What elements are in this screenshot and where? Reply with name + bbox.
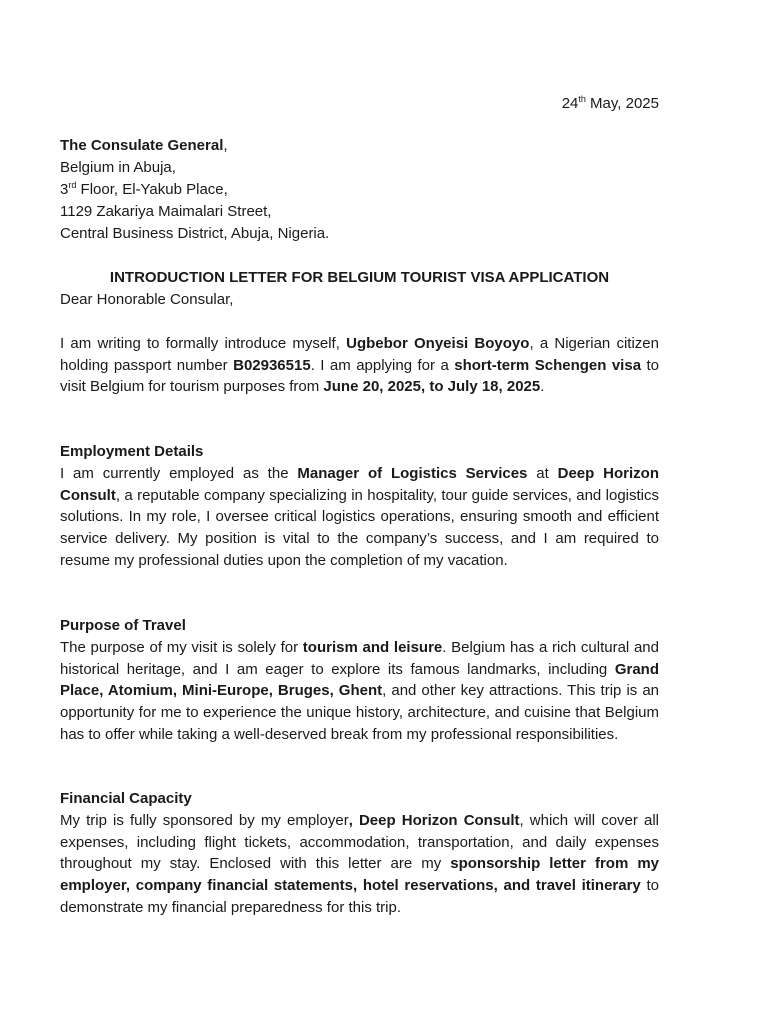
purpose-heading: Purpose of Travel <box>60 617 186 634</box>
recipient-title-line <box>60 135 228 157</box>
recipient-title: The Consulate General <box>60 137 224 154</box>
travel-reason: tourism and leisure <box>302 639 443 656</box>
intro-text-3: . I am applying for a <box>310 356 455 374</box>
date-day-suffix: th <box>578 94 586 104</box>
landmarks-list: Grand Place, Atomium, Mini-Europe, Bruges, Ghent <box>60 660 659 700</box>
floor-suffix: rd <box>68 180 77 190</box>
recipient-line-5: Central Business District, Abuja, Nigeria. <box>60 225 330 242</box>
letter-subject: INTRODUCTION LETTER FOR BELGIUM TOURIST VISA APPLICATION <box>109 269 610 286</box>
financial-heading: Financial Capacity <box>60 790 192 807</box>
floor-rest: Floor, El-Yakub Place, <box>76 181 228 198</box>
enclosed-documents: sponsorship letter from my employer, company financial statements, hotel reservations, and travel itinerary <box>60 855 659 895</box>
financial-paragraph <box>60 810 659 919</box>
intro-text-5: . <box>540 378 545 396</box>
financial-text-3: to demonstrate my financial preparedness for this trip. <box>60 877 659 916</box>
passport-number: B02936515 <box>233 356 311 374</box>
date-month-year: May, 2025 <box>585 95 659 112</box>
recipient-line-2: Belgium in Abuja, <box>60 159 176 176</box>
intro-text-1: I am writing to formally introduce myself, <box>60 335 347 352</box>
recipient-line-4: 1129 Zakariya Maimalari Street, <box>60 203 272 220</box>
purpose-text-1: The purpose of my visit is solely for <box>60 639 303 656</box>
intro-paragraph <box>60 333 659 398</box>
intro-text-2: , a Nigerian citizen holding passport number <box>60 335 659 374</box>
salutation: Dear Honorable Consular, <box>60 291 234 308</box>
sponsor-name: , Deep Horizon Consult <box>348 812 520 829</box>
recipient-line-3 <box>60 179 228 201</box>
employment-text-3: , a reputable company specializing in hospitality, tour guide services, and logistics solutions. In my role, I oversee critical logistics operations, ensuring smooth and efficient service delivery. My position is vital to the company’s success, and I am required to resume my professional duties upon the completion of my vacation. <box>60 486 659 569</box>
financial-text-1: My trip is fully sponsored by my employer <box>60 812 349 829</box>
purpose-paragraph <box>60 637 659 746</box>
travel-dates: June 20, 2025, to July 18, 2025 <box>323 378 541 396</box>
intro-text-4: to visit Belgium for tourism purposes from <box>60 356 660 396</box>
date-day: 24 <box>561 95 579 112</box>
letter-date <box>562 93 659 115</box>
floor-number: 3 <box>60 181 69 198</box>
financial-text-2: , which will cover all expenses, including flight tickets, accommodation, transportation, and daily expenses throughout my stay. Enclosed with this letter are my <box>60 812 659 873</box>
employment-paragraph <box>60 463 659 572</box>
visa-type: short-term Schengen visa <box>454 356 642 374</box>
purpose-text-3: , and other key attractions. This trip is an opportunity for me to experience the unique history, architecture, and cuisine that Belgium has to offer while taking a well-deserved break from my professional responsibilities. <box>60 682 659 743</box>
purpose-text-2: . Belgium has a rich cultural and historical heritage, and I am eager to explore its famous landmarks, including <box>60 639 659 678</box>
recipient-title-comma: , <box>223 137 228 154</box>
job-role: Manager of Logistics Services <box>297 465 528 482</box>
applicant-name: Ugbebor Onyeisi Boyoyo <box>346 335 530 352</box>
employment-text-1: I am currently employed as the <box>60 465 298 482</box>
employment-heading: Employment Details <box>60 443 204 460</box>
employment-text-2: at <box>527 465 558 482</box>
employer-name: Deep Horizon Consult <box>60 465 659 504</box>
